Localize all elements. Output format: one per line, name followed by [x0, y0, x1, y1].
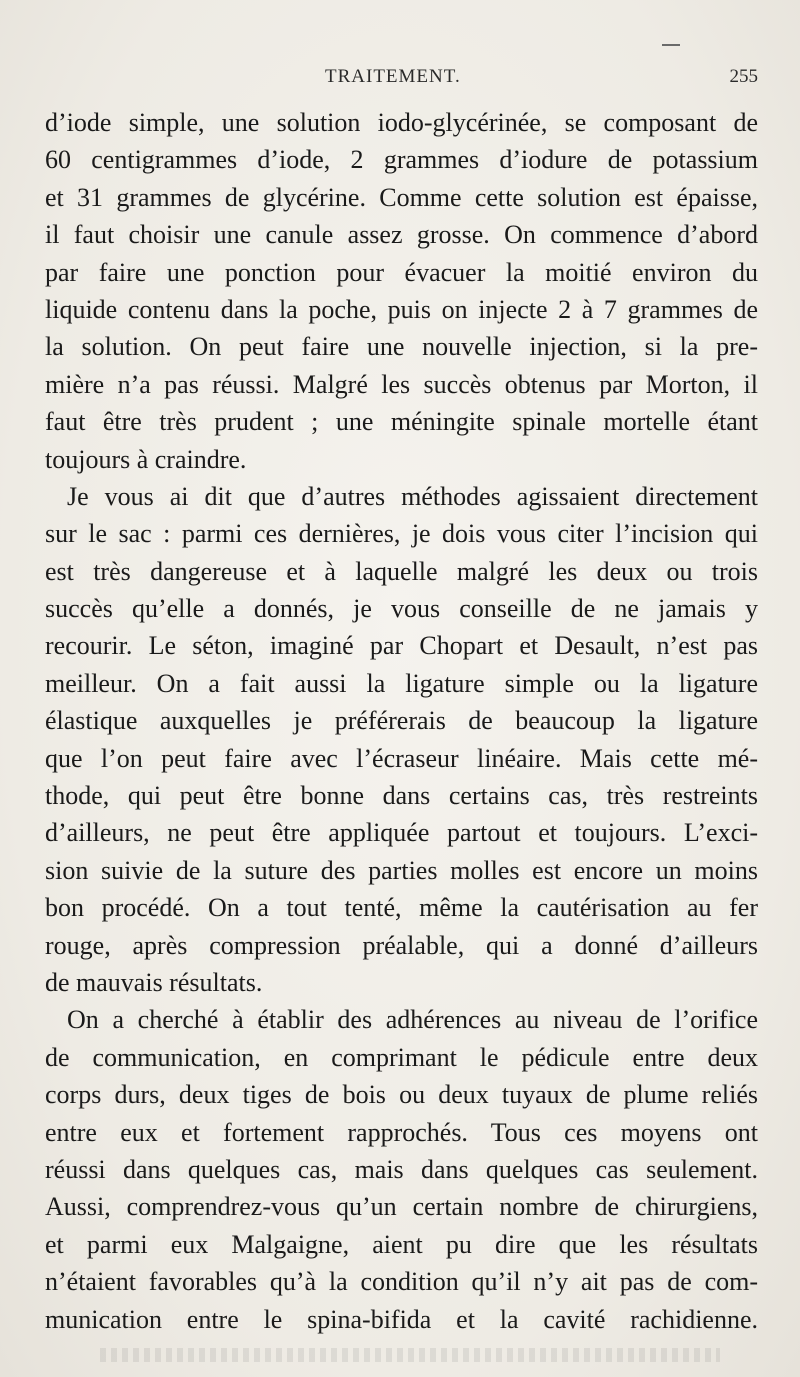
text-line: meilleur. On a fait aussi la ligature simple ou la ligature [45, 668, 758, 698]
page-number: 255 [729, 66, 758, 87]
running-head: TRAITEMENT. [325, 66, 461, 87]
text-line: sion suivie de la suture des parties molles est encore un moins [45, 855, 758, 885]
text-line: rouge, après compression préalable, qui a donné d’ailleurs [45, 930, 758, 960]
body-text [45, 104, 758, 1338]
text-line: que l’on peut faire avec l’écraseur linéaire. Mais cette mé- [45, 743, 758, 773]
text-line: d’ailleurs, ne peut être appliquée partout et toujours. L’exci- [45, 818, 758, 848]
text-line: faut être très prudent ; une méningite spinale mortelle étant [45, 407, 758, 437]
show-through-text [100, 1348, 720, 1362]
text-line: de communication, en comprimant le pédicule entre deux [45, 1042, 758, 1072]
text-line: de mauvais résultats. [45, 967, 263, 997]
text-line: mière n’a pas réussi. Malgré les succès obtenus par Morton, il [45, 369, 758, 399]
text-line: il faut choisir une canule assez grosse. On commence d’abord [45, 220, 758, 250]
text-line: recourir. Le séton, imaginé par Chopart et Desault, n’est pas [45, 631, 758, 661]
text-line: liquide contenu dans la poche, puis on injecte 2 à 7 grammes de [45, 294, 758, 324]
text-line: réussi dans quelques cas, mais dans quelques cas seulement. [45, 1154, 758, 1184]
text-line: et parmi eux Malgaigne, aient pu dire que les résultats [45, 1229, 758, 1259]
text-line: élastique auxquelles je préférerais de beaucoup la ligature [45, 706, 758, 736]
text-line: 60 centigrammes d’iode, 2 grammes d’iodure de potassium [45, 145, 758, 175]
text-line: succès qu’elle a donnés, je vous conseille de ne jamais y [45, 594, 758, 624]
text-line: la solution. On peut faire une nouvelle injection, si la pre- [45, 332, 758, 362]
text-line: par faire une ponction pour évacuer la moitié environ du [45, 257, 758, 287]
printer-mark [662, 44, 680, 46]
text-line: thode, qui peut être bonne dans certains cas, très restreints [45, 781, 758, 811]
text-line: et 31 grammes de glycérine. Comme cette solution est épaisse, [45, 182, 758, 212]
paragraph-first-line: On a cherché à établir des adhérences au niveau de l’orifice [67, 1005, 758, 1035]
text-line: Aussi, comprendrez-vous qu’un certain nombre de chirurgiens, [45, 1192, 758, 1222]
page-header [45, 66, 758, 94]
text-line: munication entre le spina-bifida et la cavité rachidienne. [45, 1304, 758, 1334]
text-line: toujours à craindre. [45, 444, 247, 474]
text-line: corps durs, deux tiges de bois ou deux tuyaux de plume reliés [45, 1080, 758, 1110]
text-line: n’étaient favorables qu’à la condition qu’il n’y ait pas de com- [45, 1267, 758, 1297]
text-line: d’iode simple, une solution iodo-glycérinée, se composant de [45, 108, 758, 137]
text-line: est très dangereuse et à laquelle malgré les deux ou trois [45, 556, 758, 586]
text-line: bon procédé. On a tout tenté, même la cautérisation au fer [45, 893, 758, 923]
text-line: sur le sac : parmi ces dernières, je dois vous citer l’incision qui [45, 519, 758, 549]
text-line: entre eux et fortement rapprochés. Tous ces moyens ont [45, 1117, 758, 1147]
paragraph-first-line: Je vous ai dit que d’autres méthodes agissaient directement [67, 481, 758, 511]
